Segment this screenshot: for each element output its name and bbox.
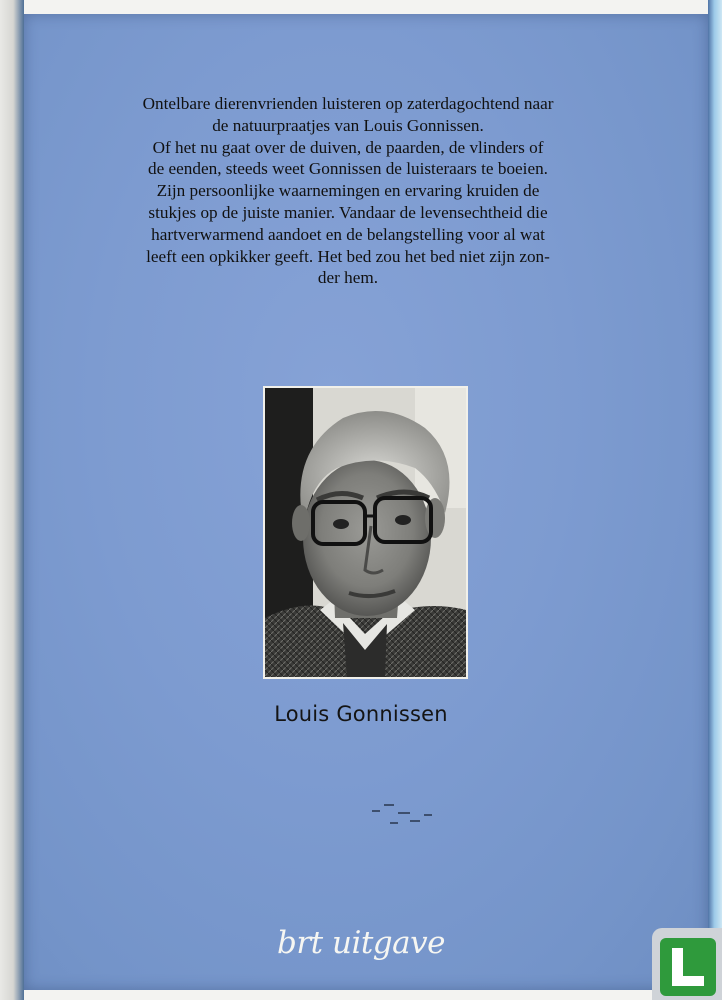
author-photo [263,386,468,679]
blurb-line: Zijn persoonlijke waarnemingen en ervaring kruiden de [156,181,540,201]
blurb-line: der hem. [317,268,379,288]
blurb-line: de natuurpraatjes van Louis Gonnissen. [212,115,484,135]
blurb-line: leeft een opkikker geeft. Het bed zou het bed niet zijn zon- [146,246,550,266]
blurb-line: hartverwarmend aandoet en de belangstelling voor al wat [151,224,545,244]
left-page-edge [0,0,24,1000]
blurb-line: Ontelbare dierenvrienden luisteren op zaterdagochtend naar [142,94,554,113]
publisher-imprint: brt uitgave [277,925,445,961]
blurb-line: de eenden, steeds weet Gonnissen de luisteraars te boeien. [148,159,548,179]
cover-speckle-marks [370,800,450,830]
watermark-logo [652,928,722,1000]
blurb-line: stukjes op de juiste manier. Vandaar de levensechtheid die [148,202,548,222]
blurb-text [103,93,593,289]
author-name: Louis Gonnissen [274,702,448,726]
watermark-l-icon [652,928,722,1000]
right-spine-edge [708,0,722,1000]
author-portrait-image [265,388,466,677]
blurb-line: Of het nu gaat over de duiven, de paarden, de vlinders of [152,137,544,157]
